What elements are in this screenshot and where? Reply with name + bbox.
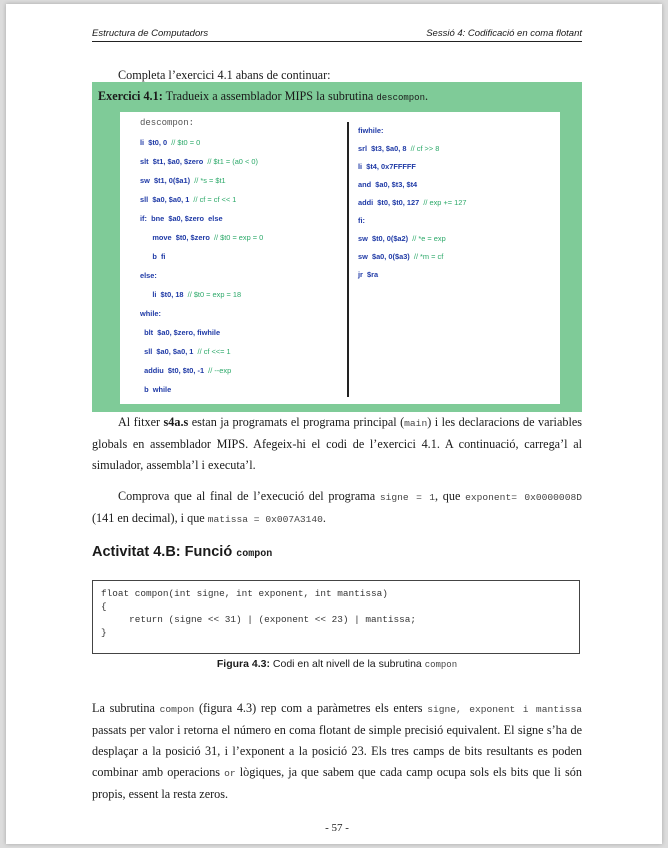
handwritten-comment: // *s = $t1: [190, 176, 226, 185]
section-title: Activitat 4.B: Funció: [92, 544, 237, 560]
para1-text-2: estan ja programats el programa principal (: [188, 415, 405, 429]
exponent-code: exponent= 0x0000008D: [465, 492, 582, 503]
handwritten-comment: // $t0 = exp = 0: [209, 233, 264, 242]
column-divider: [347, 122, 349, 397]
header-right: Sessió 4: Codificació en coma flotant: [426, 28, 582, 39]
main-code: main: [404, 418, 428, 429]
handwritten-line: [140, 138, 200, 148]
handwritten-code: and $a0, $t3, $t4: [358, 180, 418, 189]
handwritten-comment: // $t1 = (a0 < 0): [203, 157, 258, 166]
handwritten-code: slt $t1, $a0, $zero: [140, 157, 204, 166]
handwritten-comment: // --exp: [204, 366, 232, 375]
handwritten-code: sll $a0, $a0, 1: [140, 195, 190, 204]
handwritten-line: [140, 195, 236, 205]
handwritten-line: [140, 385, 171, 395]
handwritten-code: fiwhile:: [358, 126, 384, 135]
running-header: [92, 28, 582, 42]
handwritten-line: [140, 290, 241, 300]
handwritten-code: if: bne $a0, $zero else: [140, 214, 223, 223]
or-code: or: [224, 768, 236, 779]
handwritten-code: while:: [140, 309, 161, 318]
handwritten-code: addiu $t0, $t0, -1: [140, 366, 205, 375]
handwritten-line: [140, 214, 223, 224]
caption-code: compon: [424, 660, 458, 670]
figure-caption: [92, 658, 582, 670]
handwritten-line: [358, 198, 466, 208]
paragraph-2: [92, 486, 582, 530]
handwritten-sheet: [120, 112, 560, 404]
args-code: signe, exponent i mantissa: [427, 704, 582, 715]
document-page: [6, 4, 662, 844]
handwritten-comment: // cf <<= 1: [193, 347, 231, 356]
handwritten-line: [140, 271, 157, 281]
handwritten-line: [140, 252, 165, 262]
handwritten-line: [140, 328, 220, 338]
sheet-title: descompon:: [140, 118, 195, 128]
handwritten-line: [358, 270, 378, 280]
handwritten-code: move $t0, $zero: [140, 233, 210, 242]
section-code: compon: [236, 549, 273, 560]
handwritten-code: sw $t1, 0($a1): [140, 176, 191, 185]
exercise-box: [92, 82, 582, 412]
matissa-code: matissa = 0x007A3140: [207, 514, 323, 525]
para1-text-1: Al fitxer: [118, 415, 164, 429]
code-listing: [92, 580, 580, 654]
paragraph-1: [92, 412, 582, 476]
handwritten-comment: // *m = cf: [409, 252, 444, 261]
handwritten-code: sw $a0, 0($a3): [358, 252, 410, 261]
para3-text-1: La subrutina: [92, 701, 160, 715]
compon-code: compon: [159, 704, 195, 715]
handwritten-line: [358, 180, 417, 190]
header-left: Estructura de Computadors: [92, 28, 209, 39]
handwritten-line: [140, 309, 161, 319]
handwritten-comment: // exp += 127: [419, 198, 467, 207]
handwritten-line: [358, 162, 416, 172]
handwritten-line: [358, 234, 446, 244]
paragraph-3: [92, 698, 582, 805]
handwritten-line: [140, 233, 263, 243]
handwritten-code: addi $t0, $t0, 127: [358, 198, 420, 207]
para2-text-2: , que: [435, 489, 466, 503]
exercise-label: Exercici 4.1:: [98, 89, 163, 103]
handwritten-line: [358, 144, 439, 154]
section-heading: [92, 544, 272, 560]
handwritten-line: [140, 157, 258, 167]
exercise-code: descompon: [376, 93, 425, 103]
handwritten-line: [358, 252, 443, 262]
exercise-text: Tradueix a assemblador MIPS la subrutina: [165, 89, 377, 103]
handwritten-line: [140, 366, 231, 376]
intro-text: Completa l’exercici 4.1 abans de continuar:: [118, 68, 331, 82]
handwritten-comment: // *e = exp: [408, 234, 446, 243]
page-number: - 57 -: [325, 822, 349, 834]
para3-text-2: (figura 4.3) rep com a paràmetres els enters: [194, 701, 428, 715]
handwritten-code: sw $t0, 0($a2): [358, 234, 409, 243]
handwritten-code: li $t4, 0x7FFFFF: [358, 162, 416, 171]
code-text: float compon(int signe, int exponent, int mantissa) { return (signe << 31) | (exponent << 23) | mantissa; }: [101, 588, 417, 638]
para3-text-3: passats per valor i retorna el número en coma flotant de simple precisió equivalent. El signe s’ha de desplaçar a la posició 31, i l’exponent a la posició 23. Els tres camps de bits resultants es poden combinar amb operacions: [92, 723, 582, 779]
handwritten-code: sll $a0, $a0, 1: [140, 347, 194, 356]
para2-text-4: .: [322, 511, 326, 525]
handwritten-code: jr $ra: [358, 270, 379, 279]
handwritten-line: [140, 176, 226, 186]
handwritten-code: b while: [140, 385, 172, 394]
handwritten-line: [358, 126, 383, 136]
handwritten-code: b fi: [140, 252, 166, 261]
handwritten-comment: // $t0 = exp = 18: [183, 290, 242, 299]
file-name: s4a.s: [163, 415, 189, 429]
handwritten-comment: // cf = cf << 1: [189, 195, 237, 204]
handwritten-line: [358, 216, 365, 226]
exercise-title: [98, 89, 428, 104]
caption-label: Figura 4.3:: [216, 658, 270, 670]
handwritten-code: srl $t3, $a0, 8: [358, 144, 407, 153]
para3-text-4: lògiques, ja que sabem que cada camp ocupa sols els bits que li són propis, essent la resta zeros.: [92, 765, 582, 801]
para2-text-1: Comprova que al final de l’execució del programa: [118, 489, 380, 503]
handwritten-code: else:: [140, 271, 157, 280]
para2-text-3: (141 en decimal), i que: [92, 511, 208, 525]
handwritten-code: li $t0, 0: [140, 138, 168, 147]
signe-code: signe = 1: [379, 492, 436, 503]
para1-text-3: ) i les declaracions de variables globals en assemblador MIPS. Afegeix-hi el codi de l’exercici 4.1. A continuació, carrega’l al simulador, assembla’l i executa’l.: [92, 415, 582, 472]
handwritten-line: [140, 347, 231, 357]
handwritten-comment: // cf >> 8: [406, 144, 440, 153]
handwritten-comment: // $t0 = 0: [167, 138, 201, 147]
exercise-period: .: [424, 89, 429, 103]
handwritten-code: li $t0, 18: [140, 290, 184, 299]
handwritten-code: blt $a0, $zero, fiwhile: [140, 328, 221, 337]
handwritten-code: fi:: [358, 216, 365, 225]
caption-text: Codi en alt nivell de la subrutina: [270, 658, 425, 670]
